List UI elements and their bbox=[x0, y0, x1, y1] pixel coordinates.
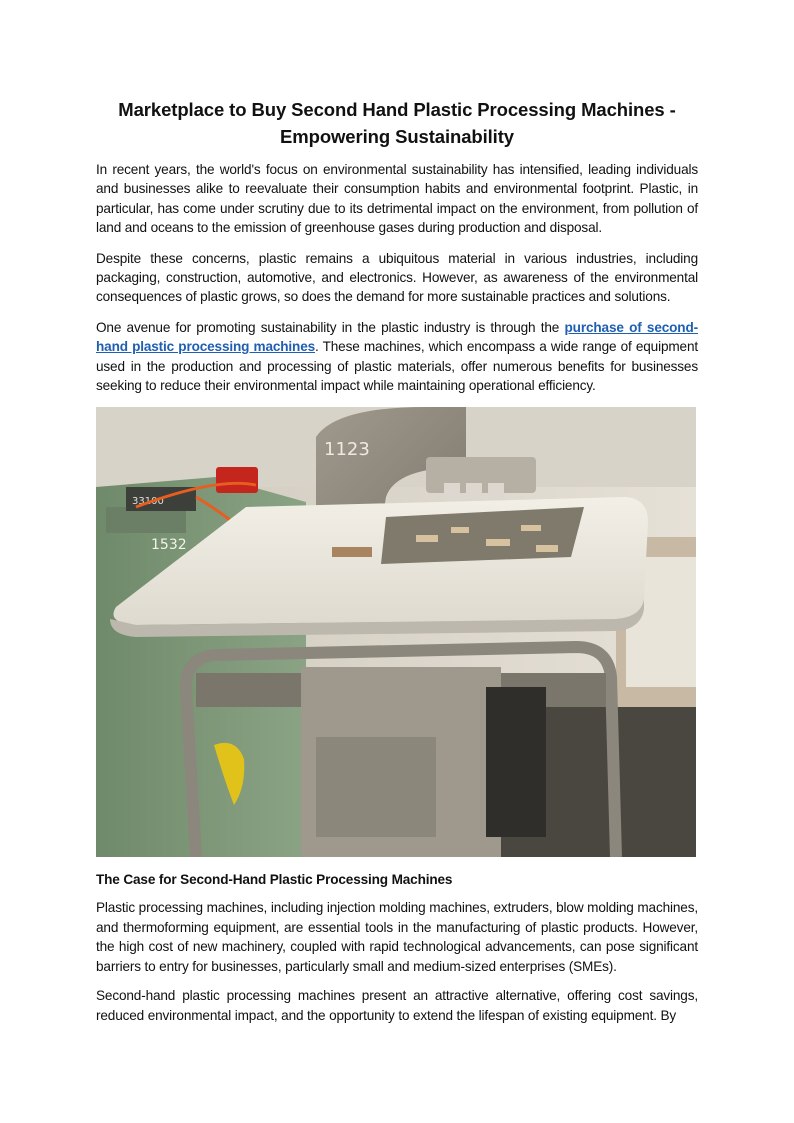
paragraph-avenue-lead: One avenue for promoting sustainability in the plastic industry is through the bbox=[96, 319, 565, 335]
paragraph-concerns: Despite these concerns, plastic remains a ubiquitous material in various industries, including packaging, construction, automotive, and electronics. However, as awareness of the environmental consequences of plastic grows, so does the demand for more sustainable practices and solutions. bbox=[96, 250, 698, 305]
machine-photo bbox=[96, 407, 696, 857]
paragraph-avenue bbox=[96, 318, 698, 396]
document-title: Marketplace to Buy Second Hand Plastic Processing Machines - Empowering Sustainability bbox=[118, 99, 676, 147]
section-heading: The Case for Second-Hand Plastic Processing Machines bbox=[96, 872, 453, 888]
paragraph-intro: In recent years, the world's focus on environmental sustainability has intensified, leading individuals and businesses alike to reevaluate their consumption habits and environmental footprint. Plastic, in particular, has come under scrutiny due to its detrimental impact on the environment, from pollution of land and oceans to the emission of greenhouse gases during production and disposal. bbox=[96, 162, 698, 236]
cabinet-number: 1532 bbox=[151, 537, 187, 554]
machine-number: 1123 bbox=[324, 439, 370, 461]
paragraph-avenue-tail: . These machines, which encompass a wide range of equipment used in the production and processing of plastic materials, offer numerous benefits for businesses seeking to reduce their environmental impact while maintaining operational efficiency. bbox=[96, 339, 698, 394]
purchase-machines-link[interactable]: purchase of second-hand plastic processing machines bbox=[96, 319, 698, 355]
plate-text: 33100 bbox=[132, 496, 164, 508]
paragraph-alternative: Second-hand plastic processing machines present an attractive alternative, offering cost savings, reduced environmental impact, and the opportunity to extend the lifespan of existing equipment. By bbox=[96, 988, 698, 1023]
document-page bbox=[96, 96, 698, 1025]
paragraph-case: Plastic processing machines, including injection molding machines, extruders, blow molding machines, and thermoforming equipment, are essential tools in the manufacturing of plastic products. However, the high cost of new machinery, coupled with rapid technological advancements, can pose significant barriers to entry for businesses, particularly small and medium-sized enterprises (SMEs). bbox=[96, 900, 698, 974]
